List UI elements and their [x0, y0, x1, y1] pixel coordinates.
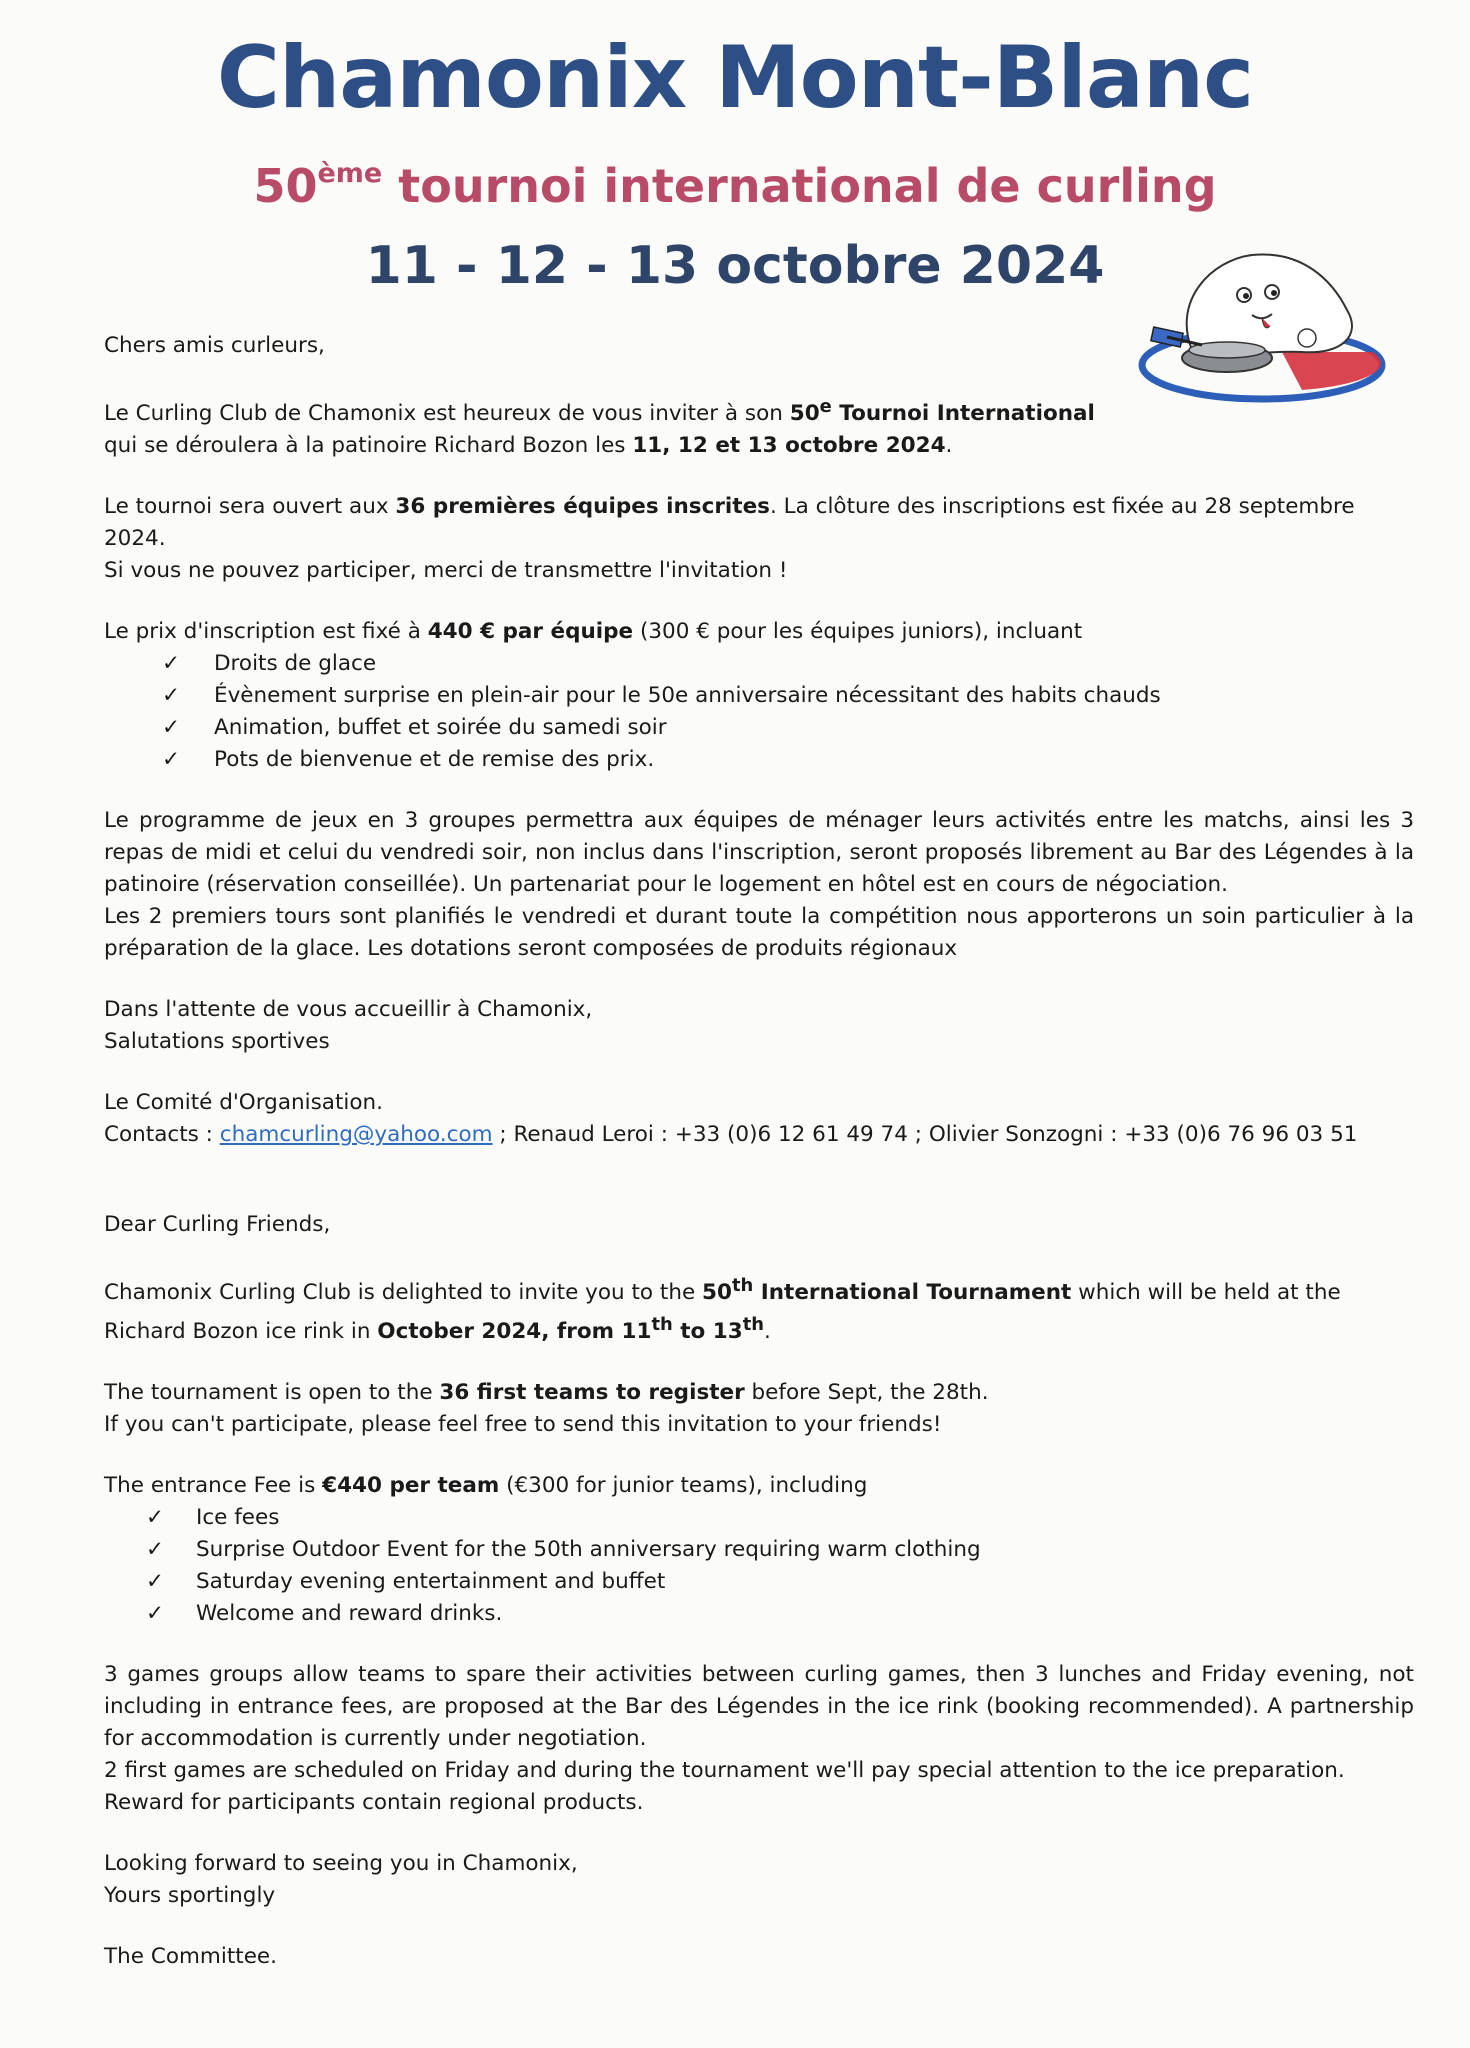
list-item: ✓ Welcome and reward drinks.	[104, 1598, 1414, 1630]
fr-salutation: Salutations sportives	[104, 1029, 330, 1055]
contacts-line: Contacts : chamcurling@yahoo.com ; Renaud Leroi : +33 (0)6 12 61 49 74 ; Olivier Sonzogni : +33 (0)6 76 96 03 51	[104, 1122, 1358, 1148]
en-signature: The Committee.	[104, 1944, 277, 1970]
subtitle-text: tournoi international de curling	[398, 159, 1217, 213]
fr-paragraph-program: Le programme de jeux en 3 groupes permettra aux équipes de ménager leurs activités entre les matchs, ainsi les 3 repas de midi et celui du vendredi soir, non inclus dans l'inscription, seront proposés librement au Bar des Légendes à la patinoire (réservation conseillée). Un partenariat pour le logement en hôtel est en cours de négociation.	[104, 808, 1414, 898]
checkmark-icon: ✓	[162, 683, 181, 709]
en-paragraph-registration: The tournament is open to the 36 first teams to register before Sept, the 28th.	[104, 1380, 989, 1406]
list-item: ✓ Saturday evening entertainment and buffet	[104, 1566, 1414, 1598]
fr-signature: Le Comité d'Organisation.	[104, 1090, 383, 1116]
list-item: ✓ Surprise Outdoor Event for the 50th anniversary requiring warm clothing	[104, 1534, 1414, 1566]
en-included-list	[104, 1502, 1414, 1630]
checkmark-icon: ✓	[162, 747, 181, 773]
list-item: ✓ Animation, buffet et soirée du samedi soir	[104, 712, 1414, 744]
en-greeting: Dear Curling Friends,	[104, 1212, 331, 1238]
checkmark-icon: ✓	[146, 1537, 165, 1563]
contact-email-link[interactable]: chamcurling@yahoo.com	[219, 1122, 493, 1148]
event-dates: 11 - 12 - 13 octobre 2024	[365, 236, 1105, 296]
list-item: ✓ Pots de bienvenue et de remise des prix.	[104, 744, 1414, 776]
fr-included-list	[104, 648, 1414, 776]
list-item: ✓ Droits de glace	[104, 648, 1414, 680]
en-paragraph-program: 3 games groups allow teams to spare their activities between curling games, then 3 lunches and Friday evening, not including in entrance fees, are proposed at the Bar des Légendes in the ice rink (booking recommended). A partnership for accommodation is currently under negotiation.	[104, 1662, 1414, 1752]
page-title: Chamonix Mont-Blanc	[216, 28, 1254, 128]
fr-paragraph-registration: Le tournoi sera ouvert aux 36 premières équipes inscrites. La clôture des inscriptions est fixée au 28 septembre 2024.	[104, 494, 1355, 552]
fr-closing: Dans l'attente de vous accueillir à Chamonix,	[104, 997, 593, 1023]
fr-greeting: Chers amis curleurs,	[104, 333, 325, 358]
fr-paragraph-schedule: Les 2 premiers tours sont planifiés le vendredi et durant toute la compétition nous apporterons un soin particulier à la préparation de la glace. Les dotations seront composées de produits régionaux	[104, 904, 1414, 962]
fr-paragraph-fee: Le prix d'inscription est fixé à 440 € par équipe (300 € pour les équipes juniors), incluant	[104, 619, 1083, 645]
list-item: ✓ Évènement surprise en plein-air pour le 50e anniversaire nécessitant des habits chauds	[104, 680, 1414, 712]
en-closing: Looking forward to seeing you in Chamonix,	[104, 1851, 578, 1877]
en-paragraph-fee: The entrance Fee is €440 per team (€300 for junior teams), including	[104, 1473, 868, 1499]
list-item: ✓ Ice fees	[104, 1502, 1414, 1534]
checkmark-icon: ✓	[146, 1569, 165, 1595]
checkmark-icon: ✓	[162, 715, 181, 741]
en-paragraph-rewards: Reward for participants contain regional products.	[104, 1790, 644, 1816]
fr-paragraph-forward: Si vous ne pouvez participer, merci de transmettre l'invitation !	[104, 558, 788, 584]
checkmark-icon: ✓	[162, 651, 181, 677]
letter-body	[104, 330, 1414, 1973]
en-salutation: Yours sportingly	[104, 1883, 276, 1909]
checkmark-icon: ✓	[146, 1601, 165, 1627]
fr-paragraph-invitation: Le Curling Club de Chamonix est heureux de vous inviter à son 50e Tournoi International qui se déroulera à la patinoire Richard Bozon les 11, 12 et 13 octobre 2024.	[104, 396, 1095, 459]
en-paragraph-schedule: 2 first games are scheduled on Friday and during the tournament we'll pay special attention to the ice preparation.	[104, 1758, 1345, 1784]
en-paragraph-invitation: Chamonix Curling Club is delighted to invite you to the 50th International Tournament which will be held at the Richard Bozon ice rink in October 2024, from 11th to 13th.	[104, 1275, 1341, 1345]
subtitle-number: 50	[253, 159, 318, 213]
checkmark-icon: ✓	[146, 1505, 165, 1531]
page-subtitle	[0, 158, 1470, 213]
en-paragraph-forward: If you can't participate, please feel free to send this invitation to your friends!	[104, 1412, 942, 1438]
subtitle-superscript: ème	[317, 158, 383, 189]
